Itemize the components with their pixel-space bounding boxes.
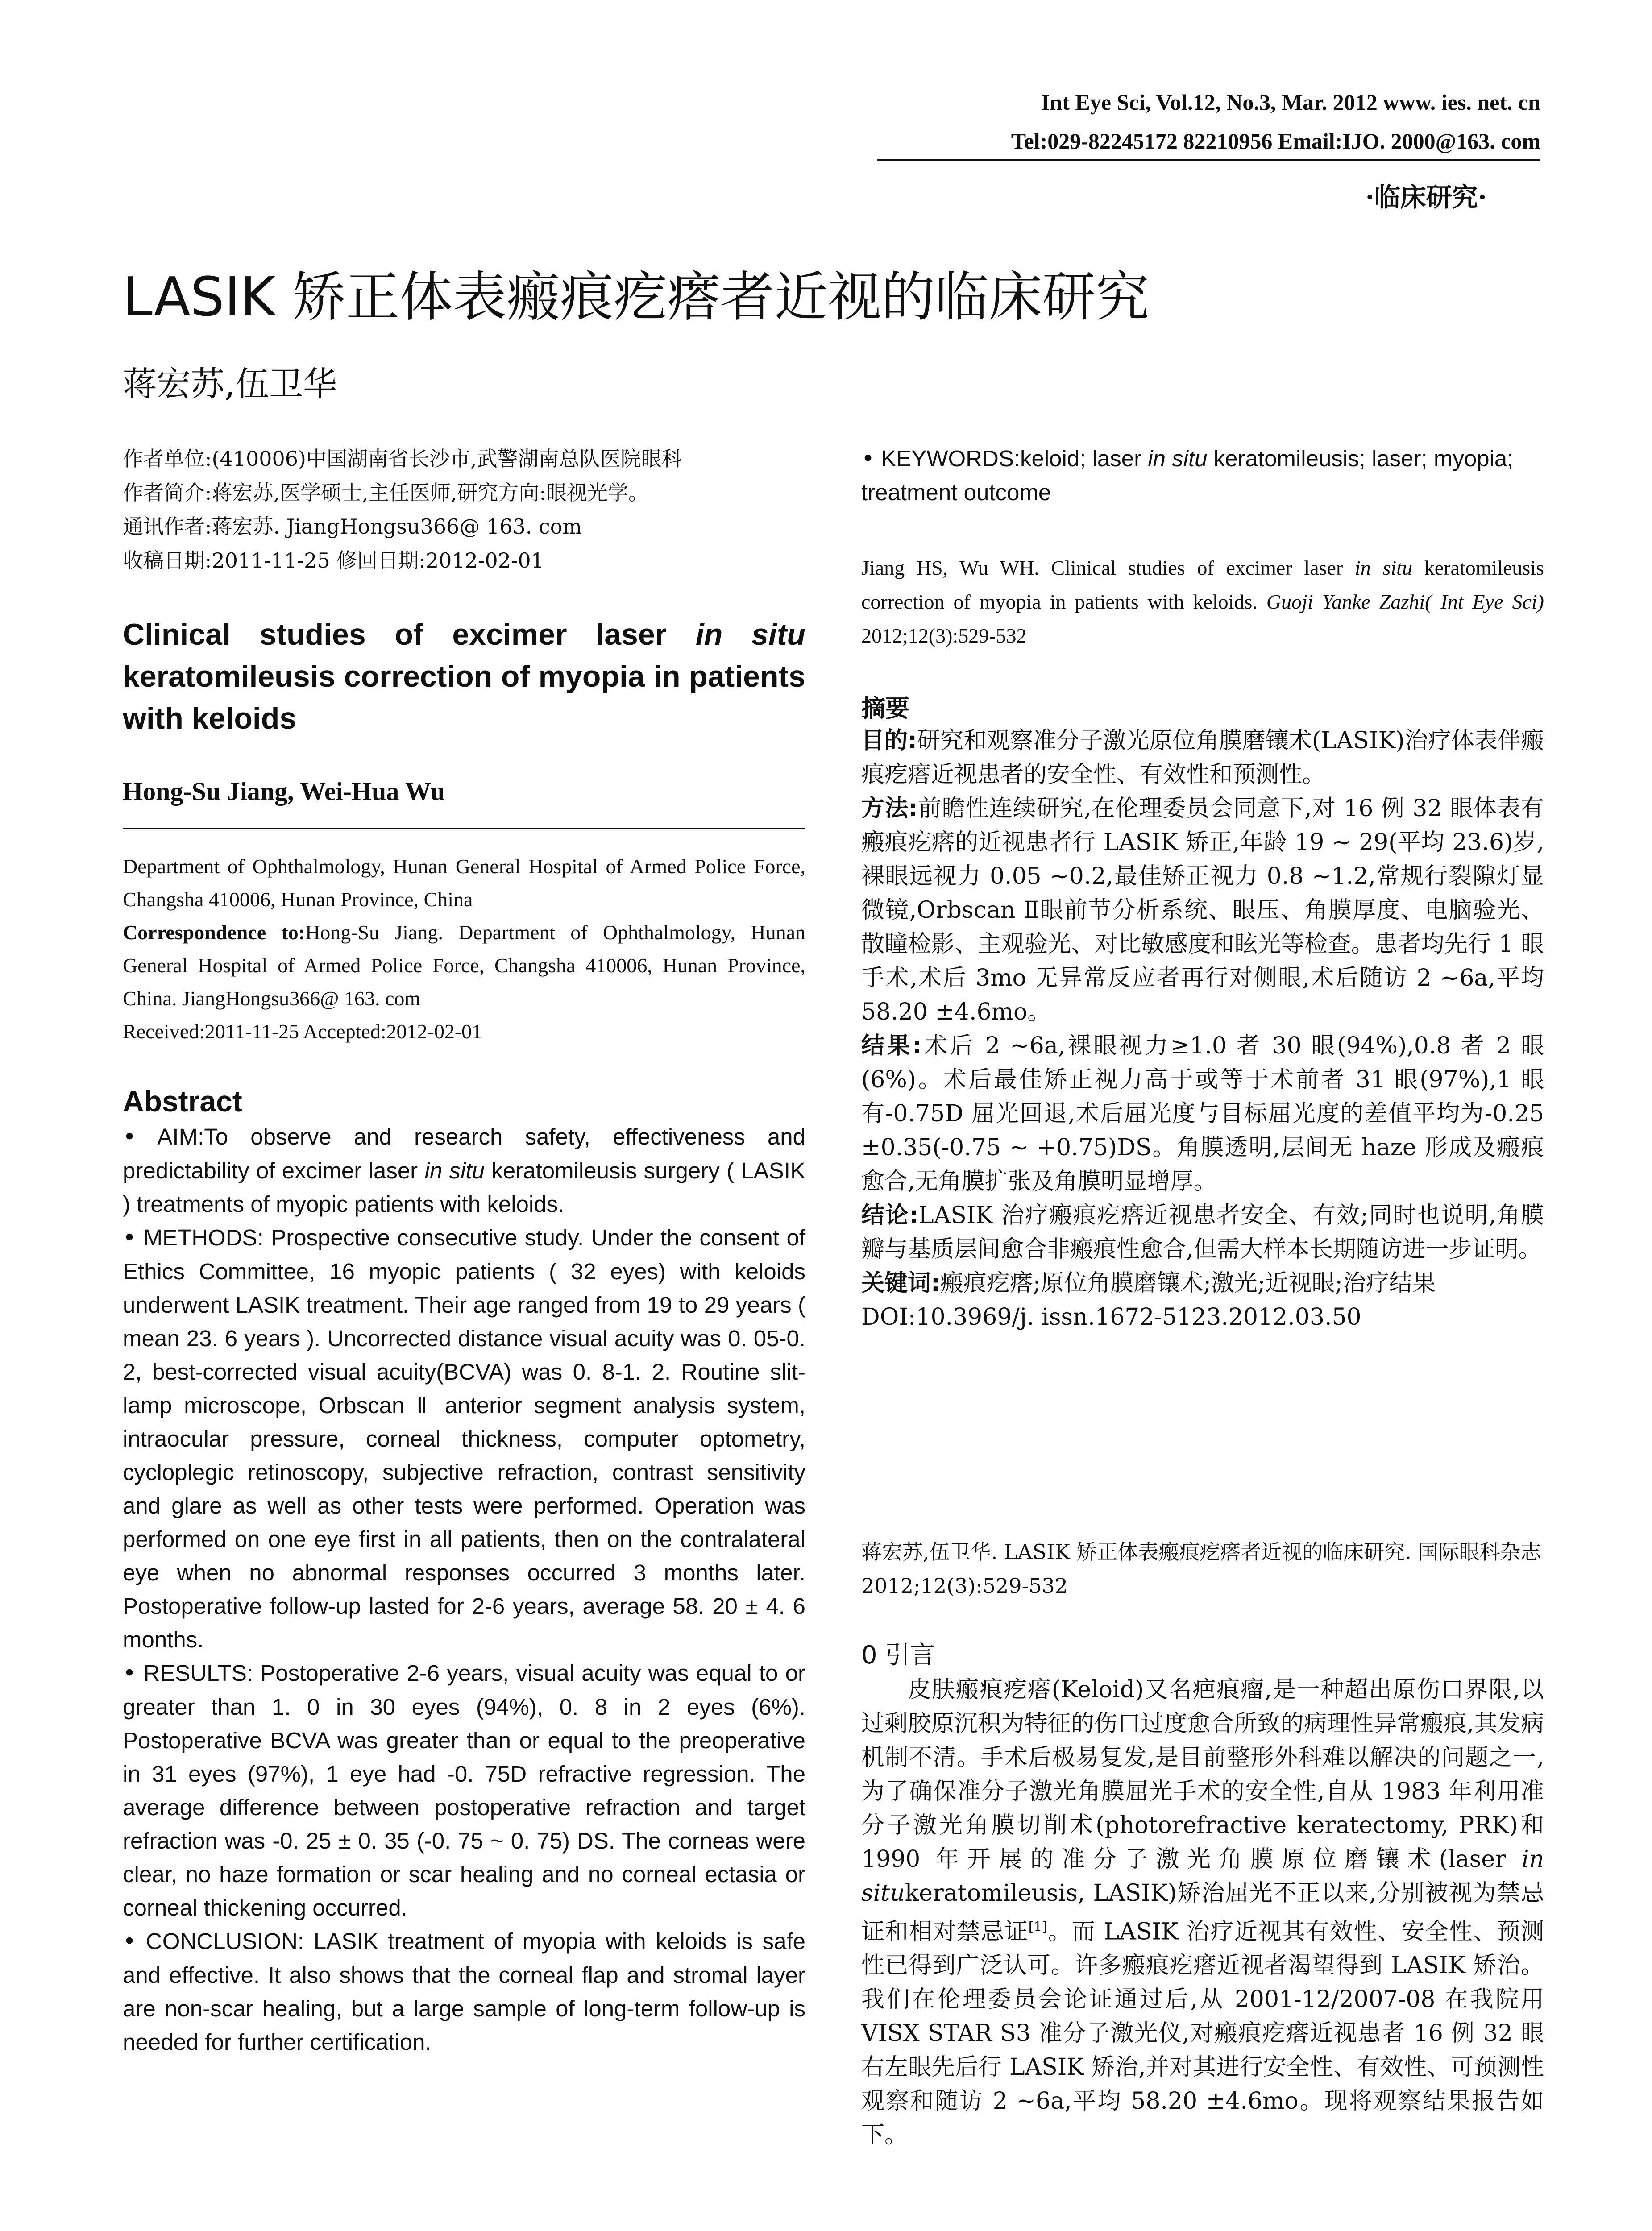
abstract-cn-methods: 方法:前瞻性连续研究,在伦理委员会同意下,对 16 例 32 眼体表有瘢痕疙瘩的近视患者行 LASIK 矫正,年龄 19 ~ 29(平均 23.6)岁,裸眼远视力 0.05 ~0.2,最佳矫正视力 0.8 ~1.2,常规行裂隙灯显微镜,Orbscan Ⅱ眼前节分析系统、眼压、角膜厚度、电脑验光、散瞳检影、主观验光、对比敏感度和眩光等检查。患者均先行 1 眼手术,术后 3mo 无异常反应者再行对侧眼,术后随访 2 ~6a,平均 58.20 ±4.6mo。: [861, 795, 1544, 1025]
abstract-cn-conclusion: 结论:LASIK 治疗瘢痕疙瘩近视患者安全、有效;同时也说明,角膜瓣与基质层间愈合非瘢痕性愈合,但需大样本长期随访进一步证明。: [861, 1202, 1544, 1263]
citation-en: Jiang HS, Wu WH. Clinical studies of excimer laser in situ keratomileusis correction of myopia in patients with keloids. Guoji Yanke Zazhi( Int Eye Sci) 2012;12(3):529-532: [861, 556, 1544, 647]
author-info: [123, 442, 805, 577]
author-unit: 作者单位:(410006)中国湖南省长沙市,武警湖南总队医院眼科: [123, 447, 682, 471]
header-rule: [877, 159, 1540, 161]
abstract-aim: • AIM:To observe and research safety, effectiveness and predictability of excimer laser in situ keratomileusis surgery ( LASIK ) treatments of myopic patients with keloids.: [123, 1124, 806, 1217]
department-info: [123, 850, 805, 1048]
abstract-cn-keywords: 关键词:瘢痕疙瘩;原位角膜磨镶术;激光;近视眼;治疗结果: [861, 1270, 1436, 1297]
section-tag: ·临床研究·: [1365, 182, 1487, 212]
article-title-en: Clinical studies of excimer laser in situ keratomileusis correction of myopia in patients with keloids: [123, 618, 806, 735]
intro-paragraph: 皮肤瘢痕疙瘩(Keloid)又名疤痕瘤,是一种超出原伤口界限,以过剩胶原沉积为特征的伤口过度愈合所致的病理性异常瘢痕,其发病机制不清。手术后极易复发,是目前整形外科难以解决的问题之一,为了确保准分子激光角膜屈光手术的安全性,自从 1983 年利用准分子激光角膜切削术(photorefractive keratectomy, PRK)和 1990 年开展的准分子激光角膜原位磨镶术(laser in situkeratomileusis, LASIK)矫治屈光不正以来,分别被视为禁忌证和相对禁忌证[1]。而 LASIK 治疗近视其有效性、安全性、预测性已得到广泛认可。许多瘢痕疙瘩近视者渴望得到 LASIK 矫治。我们在伦理委员会论证通过后,从 2001-12/2007-08 在我院用 VISX STAR S3 准分子激光仪,对瘢痕疙瘩近视患者 16 例 32 眼右左眼先后行 LASIK 矫治,并对其进行安全性、有效性、可预测性观察和随访 2 ~6a,平均 58.20 ±4.6mo。现将观察结果报告如下。: [861, 1676, 1544, 2149]
abstract-heading: Abstract: [123, 1085, 242, 1118]
authors-cn: 蒋宏苏,伍卫华: [123, 364, 337, 404]
authors-en: Hong-Su Jiang, Wei-Hua Wu: [123, 777, 445, 806]
department: Department of Ophthalmology, Hunan General Hospital of Armed Police Force, Changsha 410006, Hunan Province, China: [123, 855, 805, 911]
author-bio: 作者简介:蒋宏苏,医学硕士,主任医师,研究方向:眼视光学。: [123, 481, 649, 505]
journal-info: Int Eye Sci, Vol.12, No.3, Mar. 2012 www. ies. net. cn: [1041, 90, 1540, 115]
author-rule: [123, 828, 805, 829]
received-dates-en: Received:2011-11-25 Accepted:2012-02-01: [123, 1020, 482, 1043]
corresponding-author: 通讯作者:蒋宏苏. JiangHongsu366@ 163. com: [123, 514, 582, 539]
abstract-cn: [861, 689, 1544, 1334]
journal-contact: Tel:029-82245172 82210956 Email:IJO. 2000@163. com: [1011, 129, 1540, 153]
abstract-methods: • METHODS: Prospective consecutive study. Under the consent of Ethics Committee, 16 myopic patients ( 32 eyes) with keloids underwent LASIK treatment. Their age ranged from 19 to 29 years ( mean 23. 6 years ). Uncorrected distance visual acuity was 0. 05-0. 2, best-corrected visual acuity(BCVA) was 0. 8-1. 2. Routine slit-lamp microscope, Orbscan Ⅱ anterior segment analysis system, intraocular pressure, corneal thickness, computer optometry, cycloplegic retinoscopy, subjective refraction, contrast sensitivity and glare as well as other tests were performed. Operation was performed on one eye first in all patients, then on the contralateral eye when no abnormal responses occurred 3 months later. Postoperative follow-up lasted for 2-6 years, average 58. 20 ± 4. 6 months.: [123, 1225, 805, 1652]
abstract-en: [123, 1084, 805, 2059]
correspondence: Correspondence to:Hong-Su Jiang. Department of Ophthalmology, Hunan General Hospital of Armed Police Force, Changsha 410006, Hunan Province, China. JiangHongsu366@ 163. com: [123, 921, 806, 1010]
doi: DOI:10.3969/j. issn.1672-5123.2012.03.50: [861, 1304, 1361, 1331]
received-dates-cn: 收稿日期:2011-11-25 修回日期:2012-02-01: [123, 548, 544, 572]
citation-cn: 蒋宏苏,伍卫华. LASIK 矫正体表瘢痕疙瘩者近视的临床研究. 国际眼科杂志 2012;12(3):529-532: [861, 1540, 1541, 1598]
intro-heading: 0 引言: [861, 1641, 935, 1670]
introduction: [861, 1635, 1544, 2152]
abstract-conclusion: • CONCLUSION: LASIK treatment of myopia with keloids is safe and effective. It also shows that the corneal flap and stromal layer are non-scar healing, but a large sample of long-term follow-up is needed for further certification.: [123, 1928, 805, 2055]
abstract-cn-results: 结果:术后 2 ~6a,裸眼视力≥1.0 者 30 眼(94%),0.8 者 2 眼(6%)。术后最佳矫正视力高于或等于术前者 31 眼(97%),1 眼有-0.75D 屈光回退,术后屈光度与目标屈光度的差值平均为-0.25 ±0.35(-0.75 ~ +0.75)DS。角膜透明,层间无 haze 形成及瘢痕愈合,无角膜扩张及角膜明显增厚。: [861, 1033, 1544, 1195]
abstract-cn-heading: 摘要: [861, 694, 909, 722]
abstract-cn-aim: 目的:研究和观察准分子激光原位角膜磨镶术(LASIK)治疗体表伴瘢痕疙瘩近视患者的安全性、有效性和预测性。: [861, 727, 1544, 788]
abstract-results: • RESULTS: Postoperative 2-6 years, visual acuity was equal to or greater than 1. 0 in 30 eyes (94%), 0. 8 in 2 eyes (6%). Postoperative BCVA was greater than or equal to the preoperative in 31 eyes (97%), 1 eye had -0. 75D refractive regression. The average difference between postoperative refraction and target refraction was -0. 25 ± 0. 35 (-0. 75 ~ 0. 75) DS. The corneas were clear, no haze formation or scar healing and no corneal ectasia or corneal thickening occurred.: [123, 1660, 806, 1920]
article-title-cn: LASIK 矫正体表瘢痕疙瘩者近视的临床研究: [123, 266, 1150, 328]
keywords-en: • KEYWORDS:keloid; laser in situ keratomileusis; laser; myopia; treatment outcome: [861, 446, 1514, 505]
